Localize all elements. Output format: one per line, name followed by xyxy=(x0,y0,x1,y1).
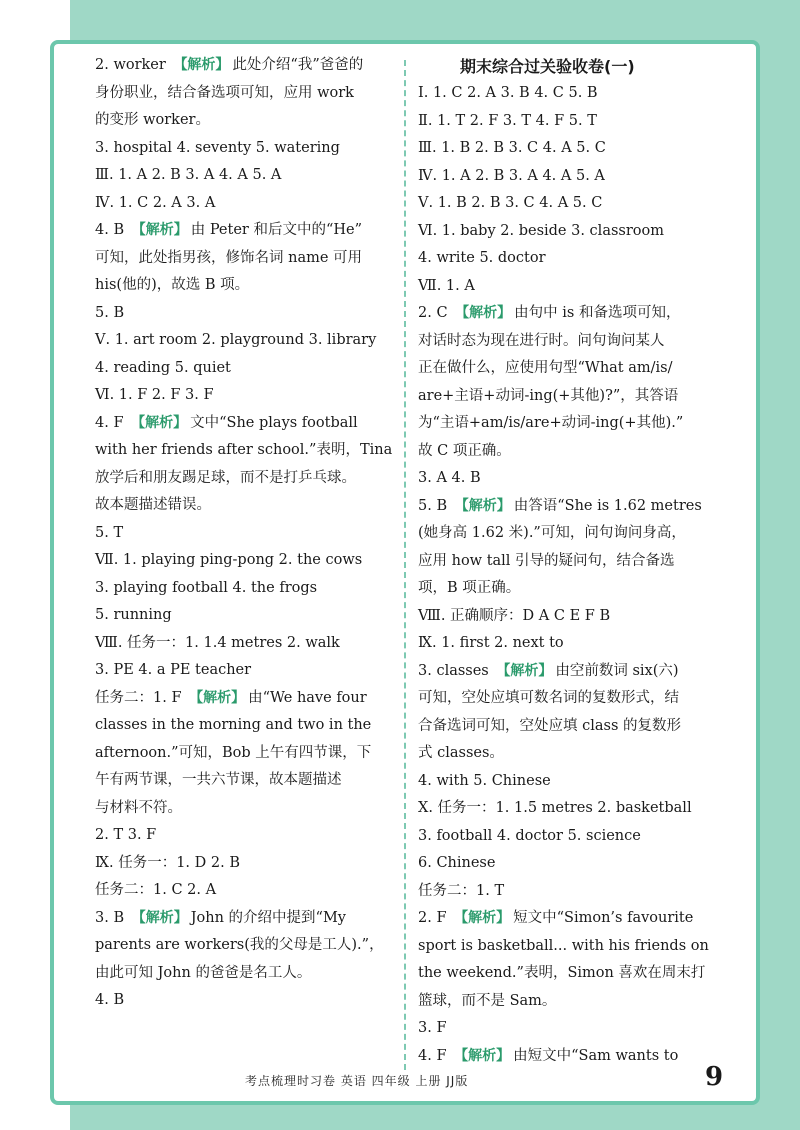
analysis-tag: 【解析】 xyxy=(173,57,230,73)
answer-text: Ⅸ. 1. first 2. next to xyxy=(418,635,564,651)
answer-line xyxy=(95,850,405,878)
answer-line xyxy=(418,383,728,411)
answer-text: parents are workers(我的父母是工人).”， xyxy=(95,937,384,953)
answer-text: 2. worker xyxy=(95,57,171,73)
answer-text: 对话时态为现在进行时。问句询问某人 xyxy=(418,332,665,349)
answer-line xyxy=(418,878,728,906)
answer-text: Ⅱ. 1. T 2. F 3. T 4. F 5. T xyxy=(418,112,597,129)
answer-line xyxy=(418,80,728,108)
answer-text: 身份职业，结合备选项可知，应用 work xyxy=(95,84,354,101)
answer-text: 5. T xyxy=(95,524,124,541)
answer-line xyxy=(95,712,405,740)
answer-line xyxy=(418,465,728,493)
answer-line xyxy=(418,1043,728,1071)
answer-text: sport is basketball... with his friends on xyxy=(418,937,709,954)
answer-text: Ⅷ. 正确顺序：D A C E F B xyxy=(418,607,611,624)
answer-text: 与材料不符。 xyxy=(95,799,182,816)
answer-line xyxy=(418,795,728,823)
answer-text: are+主语+动词-ing(+其他)?”，其答语 xyxy=(418,387,679,404)
answer-text: with her friends after school.”表明，Tina xyxy=(95,442,393,458)
answer-line xyxy=(418,300,728,328)
answer-text: 4. B xyxy=(95,992,125,1008)
answer-text: 可知，此处指男孩，修饰名词 name 可用 xyxy=(95,249,363,266)
answer-text: 3. A 4. B xyxy=(418,470,481,486)
answer-line xyxy=(95,382,405,410)
answer-line xyxy=(418,245,728,273)
answer-text: 可知，空处应填可数名词的复数形式，结 xyxy=(418,690,679,706)
answer-text: 5. B xyxy=(418,497,452,514)
answer-line xyxy=(95,767,405,795)
analysis-tag: 【解析】 xyxy=(189,689,246,706)
answer-line xyxy=(418,960,728,988)
answer-text: 2. F xyxy=(418,910,452,926)
answer-text: 3. PE 4. a PE teacher xyxy=(95,662,252,678)
answer-line xyxy=(95,547,405,575)
answer-text: the weekend.”表明，Simon 喜欢在周末打 xyxy=(418,965,706,981)
answer-text: 为“主语+am/is/are+动词-ing(+其他).” xyxy=(418,415,684,431)
answer-text: 放学后和朋友踢足球，而不是打乒乓球。 xyxy=(95,469,356,486)
answer-text: 5. B xyxy=(95,304,125,321)
answer-text: Ⅵ. 1. baby 2. beside 3. classroom xyxy=(418,222,664,239)
answer-line xyxy=(95,960,405,988)
answer-line xyxy=(95,245,405,273)
answer-text: John 的介绍中提到“My xyxy=(190,909,346,926)
answer-text: 3. F xyxy=(418,1020,447,1036)
answer-text: 由短文中“Sam wants to xyxy=(513,1047,679,1064)
answer-text: Ⅶ. 1. A xyxy=(418,277,475,294)
answer-line xyxy=(418,933,728,961)
answer-text: Ⅴ. 1. art room 2. playground 3. library xyxy=(95,332,377,348)
answer-text: 文中“She plays football xyxy=(190,414,358,431)
answer-text: 篮球，而不是 Sam。 xyxy=(418,992,557,1009)
answer-line xyxy=(418,328,728,356)
answer-text: Ⅴ. 1. B 2. B 3. C 4. A 5. C xyxy=(418,195,603,211)
answer-line xyxy=(418,135,728,163)
analysis-tag: 【解析】 xyxy=(454,1047,511,1064)
page-number: 9 xyxy=(705,1062,724,1092)
answer-line xyxy=(95,685,405,713)
analysis-tag: 【解析】 xyxy=(131,414,188,431)
answer-line xyxy=(418,548,728,576)
answer-text: 3. playing football 4. the frogs xyxy=(95,579,318,596)
answer-text: Ⅸ. 任务一：1. D 2. B xyxy=(95,854,240,871)
answer-text: 3. football 4. doctor 5. science xyxy=(418,827,641,844)
answer-line xyxy=(418,823,728,851)
answer-line xyxy=(418,190,728,218)
answer-line xyxy=(418,658,728,686)
answer-text: Ⅰ. 1. C 2. A 3. B 4. C 5. B xyxy=(418,85,598,101)
answer-line xyxy=(95,575,405,603)
answer-line xyxy=(418,355,728,383)
answer-text: 4. reading 5. quiet xyxy=(95,359,231,376)
answer-text: Ⅶ. 1. playing ping-pong 2. the cows xyxy=(95,552,363,568)
answer-text: 4. B xyxy=(95,222,129,238)
answer-line xyxy=(95,300,405,328)
answer-text: 由答语“She is 1.62 metres xyxy=(513,497,702,514)
analysis-tag: 【解析】 xyxy=(454,910,511,926)
answer-line xyxy=(418,630,728,658)
answer-line xyxy=(95,492,405,520)
answer-text: Ⅹ. 任务一：1. 1.5 metres 2. basketball xyxy=(418,800,692,816)
answer-text: his(他的)，故选 B 项。 xyxy=(95,277,250,293)
answer-line xyxy=(95,795,405,823)
answer-text: Ⅵ. 1. F 2. F 3. F xyxy=(95,387,214,403)
answer-text: 4. write 5. doctor xyxy=(418,250,546,266)
footer-book-info: 考点梳理时习卷 英语 四年级 上册 JJ版 xyxy=(245,1074,469,1088)
answer-line xyxy=(418,603,728,631)
answer-line xyxy=(95,327,405,355)
answer-text: 项，B 项正确。 xyxy=(418,580,521,596)
answer-line xyxy=(95,520,405,548)
answer-line xyxy=(95,80,405,108)
answer-line xyxy=(95,877,405,905)
answer-line xyxy=(418,905,728,933)
right-answer-column xyxy=(418,80,728,1070)
answer-line xyxy=(95,190,405,218)
answer-line xyxy=(418,575,728,603)
answer-line xyxy=(418,685,728,713)
answer-text: 正在做什么，应使用句型“What am/is/ xyxy=(418,360,673,376)
answer-text: 6. Chinese xyxy=(418,855,496,871)
answer-line xyxy=(95,630,405,658)
answer-line xyxy=(95,107,405,135)
answer-line xyxy=(418,273,728,301)
answer-text: 3. classes xyxy=(418,662,494,679)
answer-text: 3. B xyxy=(95,909,129,926)
answer-text: 由“We have four xyxy=(248,689,367,706)
answer-line xyxy=(95,437,405,465)
answer-line xyxy=(95,162,405,190)
answer-text: 任务二：1. T xyxy=(418,882,505,899)
answer-text: 2. T 3. F xyxy=(95,827,157,843)
analysis-tag: 【解析】 xyxy=(455,305,512,321)
answer-text: classes in the morning and two in the xyxy=(95,717,372,733)
answer-text: 5. running xyxy=(95,607,172,623)
answer-line xyxy=(95,135,405,163)
answer-line xyxy=(95,410,405,438)
answer-line xyxy=(418,163,728,191)
answer-text: 任务二：1. F xyxy=(95,689,187,706)
answer-line xyxy=(418,713,728,741)
answer-text: afternoon.”可知，Bob 上午有四节课，下 xyxy=(95,744,372,761)
answer-line xyxy=(95,987,405,1015)
answer-text: 故本题描述错误。 xyxy=(95,497,211,513)
answer-text: Ⅷ. 任务一：1. 1.4 metres 2. walk xyxy=(95,634,340,651)
right-section-title: 期末综合过关验收卷(一) xyxy=(460,57,635,76)
answer-text: 4. with 5. Chinese xyxy=(418,772,551,789)
answer-line xyxy=(418,520,728,548)
answer-text: 由此可知 John 的爸爸是名工人。 xyxy=(95,964,312,981)
answer-text: Ⅳ. 1. A 2. B 3. A 4. A 5. A xyxy=(418,167,605,184)
answer-line xyxy=(418,988,728,1016)
answer-text: 的变形 worker。 xyxy=(95,112,210,128)
analysis-tag: 【解析】 xyxy=(454,497,511,514)
answer-line xyxy=(95,932,405,960)
answer-text: (她身高 1.62 米).”可知，问句询问身高， xyxy=(418,525,686,541)
answer-line xyxy=(418,108,728,136)
analysis-tag: 【解析】 xyxy=(131,222,188,238)
answer-line xyxy=(418,768,728,796)
answer-line xyxy=(95,272,405,300)
answer-line xyxy=(95,905,405,933)
answer-line xyxy=(418,438,728,466)
answer-line xyxy=(418,850,728,878)
analysis-tag: 【解析】 xyxy=(496,662,553,679)
answer-text: 合备选词可知，空处应填 class 的复数形 xyxy=(418,717,682,734)
answer-text: Ⅳ. 1. C 2. A 3. A xyxy=(95,194,216,211)
answer-text: 此处介绍“我”爸爸的 xyxy=(232,57,364,73)
answer-text: 式 classes。 xyxy=(418,745,504,761)
answer-line xyxy=(418,1015,728,1043)
answer-text: 任务二：1. C 2. A xyxy=(95,882,217,898)
answer-line xyxy=(95,52,405,80)
answer-text: Ⅲ. 1. A 2. B 3. A 4. A 5. A xyxy=(95,167,282,183)
answer-text: 2. C xyxy=(418,305,453,321)
answer-line xyxy=(95,355,405,383)
answer-text: 4. F xyxy=(95,414,129,431)
answer-line xyxy=(95,822,405,850)
answer-line xyxy=(418,493,728,521)
answer-text: 3. hospital 4. seventy 5. watering xyxy=(95,139,340,156)
answer-line xyxy=(95,740,405,768)
analysis-tag: 【解析】 xyxy=(131,909,188,926)
answer-text: 由句中 is 和备选项可知， xyxy=(514,305,681,321)
answer-text: 由空前数词 six(六) xyxy=(555,662,679,679)
answer-line xyxy=(95,217,405,245)
answer-text: 午有两节课，一共六节课，故本题描述 xyxy=(95,772,342,788)
answer-text: 应用 how tall 引导的疑问句，结合备选 xyxy=(418,552,675,569)
answer-line xyxy=(95,657,405,685)
answer-line xyxy=(95,465,405,493)
answer-line xyxy=(95,602,405,630)
answer-line xyxy=(418,218,728,246)
answer-text: 由 Peter 和后文中的“He” xyxy=(190,222,363,238)
answer-text: Ⅲ. 1. B 2. B 3. C 4. A 5. C xyxy=(418,140,606,156)
answer-text: 4. F xyxy=(418,1047,452,1064)
answer-line xyxy=(418,740,728,768)
answer-line xyxy=(418,410,728,438)
answer-text: 短文中“Simon’s favourite xyxy=(513,910,694,926)
left-answer-column xyxy=(95,52,405,1015)
answer-text: 故 C 项正确。 xyxy=(418,442,511,459)
